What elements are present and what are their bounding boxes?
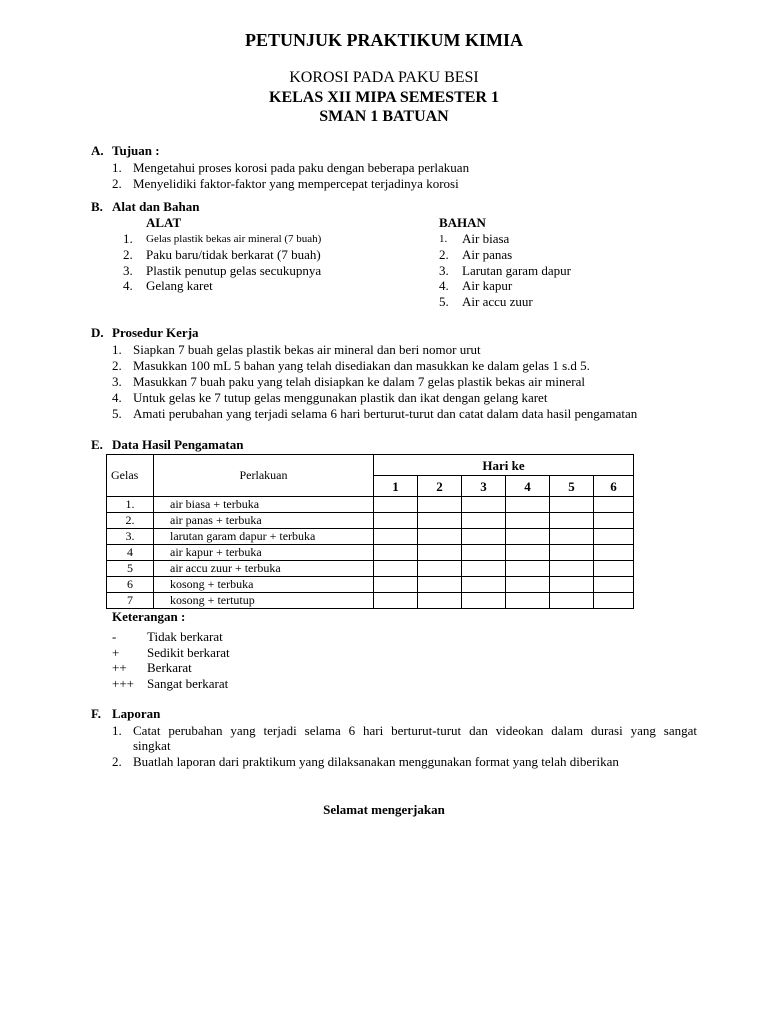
observation-cell [550, 593, 594, 609]
list-item-number: 1. [112, 723, 122, 738]
section-d-title: Prosedur Kerja [112, 325, 199, 340]
gelas-cell: 5 [107, 561, 154, 577]
legend-symbol: - [112, 629, 117, 644]
observation-cell [418, 561, 462, 577]
list-item-number: 1. [439, 233, 448, 245]
section-f-letter: F. [91, 706, 101, 721]
gelas-cell: 6 [107, 577, 154, 593]
observation-cell [506, 545, 550, 561]
day-header: 4 [506, 476, 550, 497]
perlakuan-cell: air accu zuur + terbuka [154, 561, 374, 577]
observation-cell [462, 577, 506, 593]
table-row [107, 577, 634, 593]
day-header: 1 [374, 476, 418, 497]
observation-cell [462, 513, 506, 529]
table-row [107, 529, 634, 545]
observation-cell [550, 561, 594, 577]
list-item: Siapkan 7 buah gelas plastik bekas air mineral dan beri nomor urut [133, 342, 481, 357]
alat-heading: ALAT [146, 215, 182, 230]
column-header-gelas: Gelas [107, 455, 154, 497]
observation-cell [594, 529, 634, 545]
observation-cell [418, 513, 462, 529]
list-item-number: 2. [112, 176, 122, 191]
observation-cell [550, 513, 594, 529]
list-item: Larutan garam dapur [462, 263, 572, 278]
legend-text: Sedikit berkarat [147, 645, 230, 660]
day-header: 5 [550, 476, 594, 497]
legend-text: Sangat berkarat [147, 676, 229, 691]
list-item-number: 3. [439, 263, 449, 278]
list-item-number: 3. [123, 263, 133, 278]
observation-cell [418, 545, 462, 561]
day-header: 3 [462, 476, 506, 497]
list-item-number: 2. [112, 358, 122, 373]
column-header-hari-ke: Hari ke [374, 455, 634, 476]
gelas-cell: 2. [107, 513, 154, 529]
legend-text: Tidak berkarat [147, 629, 223, 644]
observation-cell [462, 561, 506, 577]
observation-cell [506, 529, 550, 545]
gelas-cell: 7 [107, 593, 154, 609]
gelas-cell: 4 [107, 545, 154, 561]
observation-cell [462, 497, 506, 513]
day-header: 6 [594, 476, 634, 497]
legend-symbol: ++ [112, 660, 127, 675]
observation-cell [506, 497, 550, 513]
observation-cell [550, 577, 594, 593]
legend-text: Berkarat [147, 660, 192, 675]
observation-cell [594, 561, 634, 577]
list-item: Catat perubahan yang terjadi selama 6 hari berturut-turut dan videokan dalam durasi yang sangat [133, 723, 697, 738]
observation-cell [506, 513, 550, 529]
observation-cell [374, 497, 418, 513]
observation-cell [374, 577, 418, 593]
doc-subtitle-school: SMAN 1 BATUAN [319, 108, 449, 125]
day-header: 2 [418, 476, 462, 497]
legend-title: Keterangan : [112, 609, 186, 624]
observation-cell [418, 593, 462, 609]
list-item: Plastik penutup gelas secukupnya [146, 263, 322, 278]
section-e-title: Data Hasil Pengamatan [112, 437, 244, 452]
section-f-title: Laporan [112, 706, 161, 721]
list-item: Air panas [462, 247, 513, 262]
observation-cell [594, 593, 634, 609]
section-b-title: Alat dan Bahan [112, 199, 200, 214]
observation-cell [374, 513, 418, 529]
table-row [107, 497, 634, 513]
observation-cell [550, 497, 594, 513]
closing-text: Selamat mengerjakan [323, 802, 445, 817]
observation-cell [594, 545, 634, 561]
observation-cell [506, 561, 550, 577]
perlakuan-cell: kosong + tertutup [154, 593, 374, 609]
section-a-title: Tujuan : [112, 143, 160, 158]
doc-subtitle-class: KELAS XII MIPA SEMESTER 1 [269, 89, 499, 106]
perlakuan-cell: air panas + terbuka [154, 513, 374, 529]
observation-table [106, 454, 634, 609]
column-header-perlakuan: Perlakuan [154, 455, 374, 497]
observation-cell [418, 529, 462, 545]
observation-cell [550, 545, 594, 561]
list-item: Buatlah laporan dari praktikum yang dilaksanakan menggunakan format yang telah diberikan [133, 754, 619, 769]
observation-cell [374, 561, 418, 577]
perlakuan-cell: air biasa + terbuka [154, 497, 374, 513]
list-item: Air biasa [462, 231, 510, 246]
observation-cell [418, 577, 462, 593]
observation-cell [418, 497, 462, 513]
legend-symbol: + [112, 645, 120, 660]
list-item-number: 2. [112, 754, 122, 769]
list-item-number: 4. [123, 278, 133, 293]
observation-cell [462, 593, 506, 609]
list-item-number: 5. [112, 406, 122, 421]
perlakuan-cell: air kapur + terbuka [154, 545, 374, 561]
list-item-number: 1. [112, 342, 122, 357]
doc-subtitle-topic: KOROSI PADA PAKU BESI [289, 69, 479, 86]
list-item: Masukkan 100 mL 5 bahan yang telah disediakan dan masukkan ke dalam gelas 1 s.d 5. [133, 358, 590, 373]
list-item: Untuk gelas ke 7 tutup gelas menggunakan plastik dan ikat dengan gelang karet [133, 390, 548, 405]
table-row [107, 545, 634, 561]
observation-cell [374, 545, 418, 561]
list-item: Gelang karet [146, 278, 213, 293]
section-e-letter: E. [91, 437, 103, 452]
list-item-number: 4. [439, 278, 449, 293]
observation-cell [594, 513, 634, 529]
gelas-cell: 3. [107, 529, 154, 545]
table-header-row [107, 455, 634, 476]
observation-cell [550, 529, 594, 545]
observation-cell [594, 497, 634, 513]
list-item: Paku baru/tidak berkarat (7 buah) [146, 247, 321, 262]
observation-cell [374, 593, 418, 609]
list-item-number: 1. [112, 160, 122, 175]
list-item: Masukkan 7 buah paku yang telah disiapkan ke dalam 7 gelas plastik bekas air mineral [133, 374, 585, 389]
list-item: Air kapur [462, 278, 513, 293]
observation-cell [506, 593, 550, 609]
observation-cell [506, 577, 550, 593]
section-a-letter: A. [91, 143, 104, 158]
list-item: Air accu zuur [462, 294, 533, 309]
observation-cell [594, 577, 634, 593]
perlakuan-cell: larutan garam dapur + terbuka [154, 529, 374, 545]
list-item: Mengetahui proses korosi pada paku dengan beberapa perlakuan [133, 160, 470, 175]
gelas-cell: 1. [107, 497, 154, 513]
list-item: Amati perubahan yang terjadi selama 6 hari berturut-turut dan catat dalam data hasil pengamatan [133, 406, 638, 421]
list-item-number: 4. [112, 390, 122, 405]
legend-symbol: +++ [112, 676, 134, 691]
observation-cell [374, 529, 418, 545]
table-row [107, 561, 634, 577]
table-row [107, 513, 634, 529]
perlakuan-cell: kosong + terbuka [154, 577, 374, 593]
list-item-number: 5. [439, 294, 449, 309]
list-item-number: 2. [123, 247, 133, 262]
list-item-number: 3. [112, 374, 122, 389]
observation-cell [462, 529, 506, 545]
table-row [107, 593, 634, 609]
list-item-continuation: singkat [133, 738, 171, 753]
list-item-number: 2. [439, 247, 449, 262]
page-title: PETUNJUK PRAKTIKUM KIMIA [245, 30, 523, 50]
list-item: Menyelidiki faktor-faktor yang mempercepat terjadinya korosi [133, 176, 459, 191]
observation-cell [462, 545, 506, 561]
section-d-letter: D. [91, 325, 104, 340]
list-item-number: 1. [123, 231, 133, 246]
list-item: Gelas plastik bekas air mineral (7 buah) [146, 233, 322, 245]
bahan-heading: BAHAN [439, 215, 486, 230]
section-b-letter: B. [91, 199, 103, 214]
